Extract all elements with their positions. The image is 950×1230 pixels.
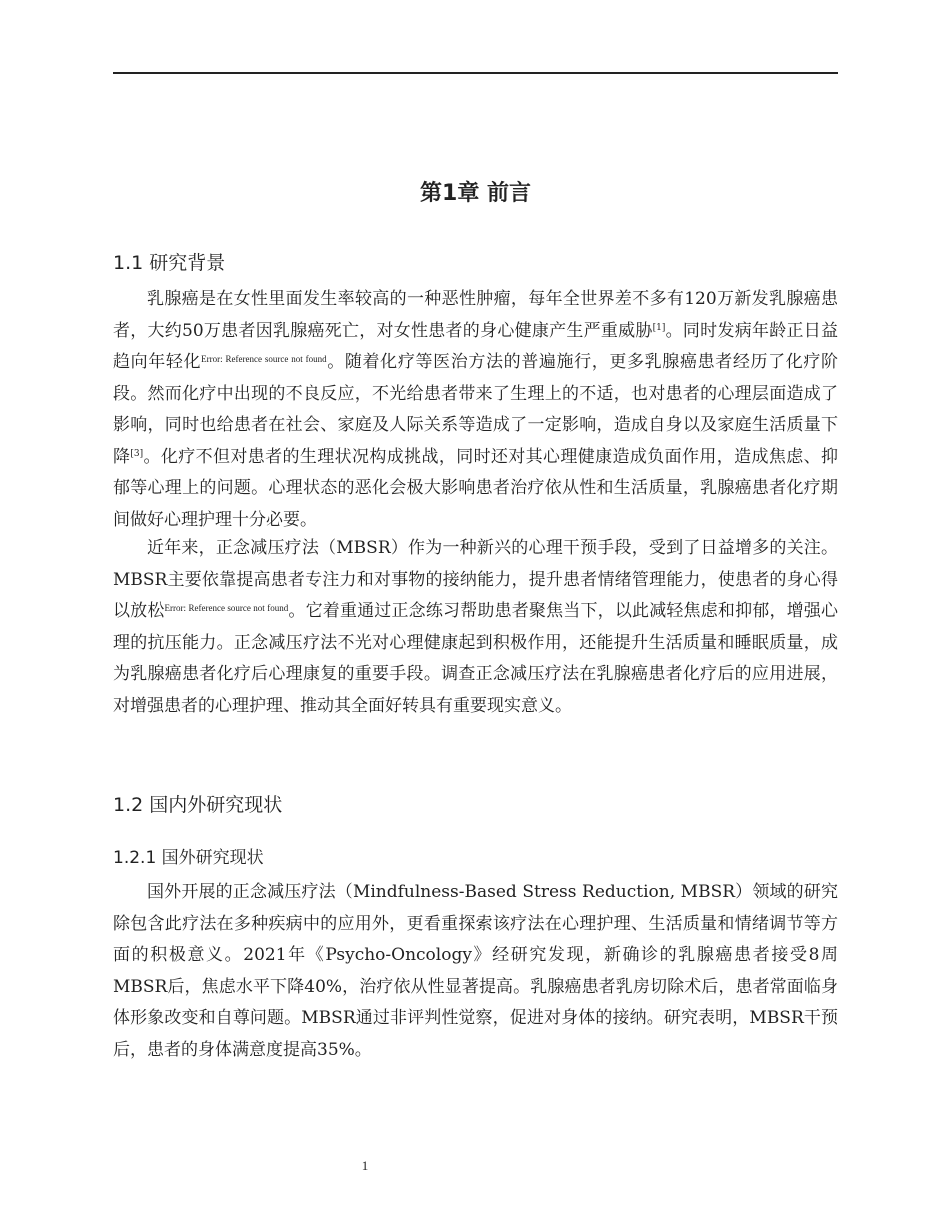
paragraph-text: 近年来，正念减压疗法（MBSR）作为一种新兴的心理干预手段，受到了日益增多的关注。MBSR主要依靠提高患者专注力和对事物的接纳能力，提升患者情绪管理能力，使患者的身心得以放松 — [113, 538, 838, 621]
paragraph-text: 。随着化疗等医治方法的普遍施行，更多乳腺癌患者经历了化疗阶段。然而化疗中出现的不良反应，不光给患者带来了生理上的不适，也对患者的心理层面造成了影响，同时也给患者在社会、家庭及人际关系等造成了一定影响，造成自身以及家庭生活质量下降 — [113, 352, 839, 467]
paragraph-text: 。化疗不但对患者的生理状况构成挑战，同时还对其心理健康造成负面作用，造成焦虑、抑郁等心理上的问题。心理状态的恶化会极大影响患者治疗依从性和生活质量，乳腺癌患者化疗期间做好心理护理十分必要。 — [113, 446, 839, 530]
paragraph-text: 乳腺癌是在女性里面发生率较高的一种恶性肿瘤，每年全世界差不多有120万新发乳腺癌患者，大约50万患者因乳腺癌死亡，对女性患者的身心健康产生严重威胁 — [113, 289, 838, 341]
page-number: 1 — [361, 1158, 369, 1173]
reference-error: Error: Reference source not found — [201, 354, 327, 364]
chapter-title: 第1章 前言 — [420, 181, 531, 206]
paragraph-text: 。它着重通过正念练习帮助患者聚焦当下，以此减轻焦虑和抑郁，增强心理的抗压能力。正念减压疗法不光对心理健康起到积极作用，还能提升生活质量和睡眠质量，成为乳腺癌患者化疗后心理康复的重要手段。调查正念减压疗法在乳腺癌患者化疗后的应用进展，对增强患者的心理护理、推动其全面好转具有重要现实意义。 — [113, 601, 838, 716]
paragraph-foreign-research: 国外开展的正念减压疗法（Mindfulness-Based Stress Reduction, MBSR）领域的研究除包含此疗法在多种疾病中的应用外，更看重探索该疗法在心理护理、生活质量和情绪调节等方面的积极意义。2021年《Psycho-Oncology》经研究发现，新确诊的乳腺癌患者接受8周MBSR后，焦虑水平下降40%，治疗依从性显著提高。乳腺癌患者乳房切除术后，患者常面临身体形象改变和自尊问题。MBSR通过非评判性觉察，促进对身体的接纳。研究表明，MBSR干预后，患者的身体满意度提高35%。 — [113, 882, 838, 1060]
paragraph-text: 。同时发病年龄正日益趋向年轻化 — [113, 320, 838, 372]
citation-ref[interactable]: [3] — [130, 448, 144, 459]
citation-ref[interactable]: [1] — [652, 322, 666, 333]
header-rule — [113, 72, 838, 74]
section-heading-1-2: 1.2 国内外研究现状 — [113, 794, 283, 816]
section-heading-1-2-1: 1.2.1 国外研究现状 — [113, 848, 264, 868]
section-heading-1-1: 1.1 研究背景 — [113, 252, 226, 274]
paragraph-background-1 — [113, 284, 838, 536]
paragraph-background-2 — [113, 533, 838, 722]
reference-error: Error: Reference source not found — [164, 603, 289, 613]
